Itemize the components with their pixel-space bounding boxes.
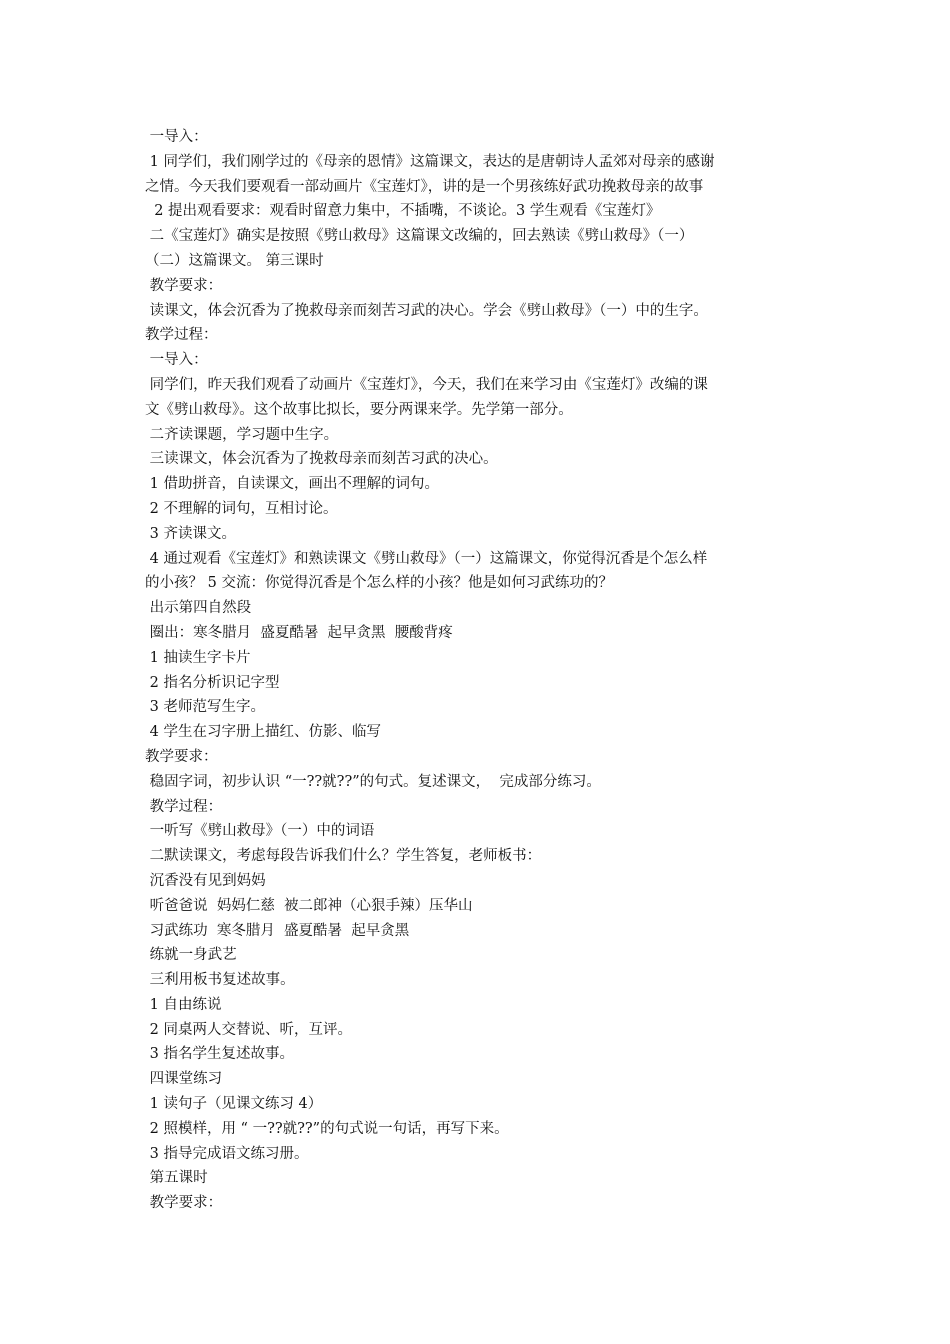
text-line: 3 齐读课文。: [145, 525, 236, 542]
text-line: 之情。今天我们要观看一部动画片《宝莲灯》，讲的是一个男孩练好武功挽救母亲的故事: [145, 178, 704, 195]
text-line: 的小孩？ 5 交流：你觉得沉香是个怎么样的小孩？他是如何习武练功的？: [145, 575, 613, 592]
text-line: 2 同桌两人交替说、听，互评。: [145, 1021, 352, 1038]
text-line: 二齐读课题，学习题中生字。: [145, 426, 339, 443]
text-line: 同学们，昨天我们观看了动画片《宝莲灯》，今天，我们在来学习由《宝莲灯》改编的课: [145, 376, 708, 393]
document-body: [145, 125, 810, 1216]
text-line: 习武练功 寒冬腊月 盛夏酷暑 起早贪黑: [145, 922, 410, 939]
text-line: 1 自由练说: [145, 996, 222, 1013]
text-line: 一导入：: [145, 352, 208, 369]
text-line: 二默读课文，考虑每段告诉我们什么？学生答复，老师板书：: [145, 848, 542, 865]
text-line: 1 借助拼音，自读课文，画出不理解的词句。: [145, 476, 439, 493]
text-line: 教学要求：: [145, 748, 218, 765]
text-line: 出示第四自然段: [145, 600, 252, 617]
text-line: 稳固字词，初步认识 “一??就??”的句式。复述课文， 完成部分练习。: [145, 773, 601, 790]
text-line: 教学要求：: [145, 1195, 223, 1212]
text-line: 3 指导完成语文练习册。: [145, 1145, 309, 1162]
text-line: 读课文，体会沉香为了挽救母亲而刻苦习武的决心。学会《劈山救母》（一）中的生字。: [145, 302, 708, 319]
text-line: 4 通过观看《宝莲灯》和熟读课文《劈山救母》（一）这篇课文，你觉得沉香是个怎么样: [145, 550, 708, 567]
text-line: 3 指名学生复述故事。: [145, 1046, 294, 1063]
text-line: 2 指名分析识记字型: [145, 674, 280, 691]
text-line: 三利用板书复述故事。: [145, 972, 295, 989]
text-line: 教学过程：: [145, 327, 218, 344]
text-line: 2 照模样，用 “ 一??就??”的句式说一句话，再写下来。: [145, 1120, 509, 1137]
text-line: 教学过程：: [145, 798, 223, 815]
text-line: 三读课文，体会沉香为了挽救母亲而刻苦习武的决心。: [145, 451, 498, 468]
text-line: 1 读句子（见课文练习 4）: [145, 1096, 323, 1113]
text-line: 2 提出观看要求：观看时留意力集中，不插嘴，不谈论。3 学生观看《宝莲灯》: [145, 203, 661, 220]
text-line: 听爸爸说 妈妈仁慈 被二郎神（心狠手辣）压华山: [145, 897, 473, 914]
text-line: 文《劈山救母》。这个故事比拟长，要分两课来学。先学第一部分。: [145, 401, 573, 418]
text-line: 圈出：寒冬腊月 盛夏酷暑 起早贪黑 腰酸背疼: [145, 624, 453, 641]
text-line: 4 学生在习字册上描红、仿影、临写: [145, 724, 381, 741]
text-line: 3 老师范写生字。: [145, 699, 265, 716]
text-line: 二《宝莲灯》确实是按照《劈山救母》这篇课文改编的，回去熟读《劈山救母》（一）: [145, 228, 694, 245]
text-line: 1 抽读生字卡片: [145, 649, 251, 666]
text-line: 四课堂练习: [145, 1071, 223, 1088]
text-line: （二）这篇课文。 第三课时: [145, 252, 324, 269]
text-line: 练就一身武艺: [145, 947, 237, 964]
text-line: 1 同学们，我们刚学过的《母亲的恩情》这篇课文，表达的是唐朝诗人孟郊对母亲的感谢: [145, 153, 715, 170]
text-line: 一导入：: [145, 129, 208, 145]
text-line: 第五课时: [145, 1170, 208, 1187]
text-line: 沉香没有见到妈妈: [145, 872, 266, 889]
text-line: 教学要求：: [145, 277, 223, 294]
text-line: 一听写《劈山救母》（一）中的词语: [145, 823, 375, 840]
text-line: 2 不理解的词句，互相讨论。: [145, 500, 338, 517]
